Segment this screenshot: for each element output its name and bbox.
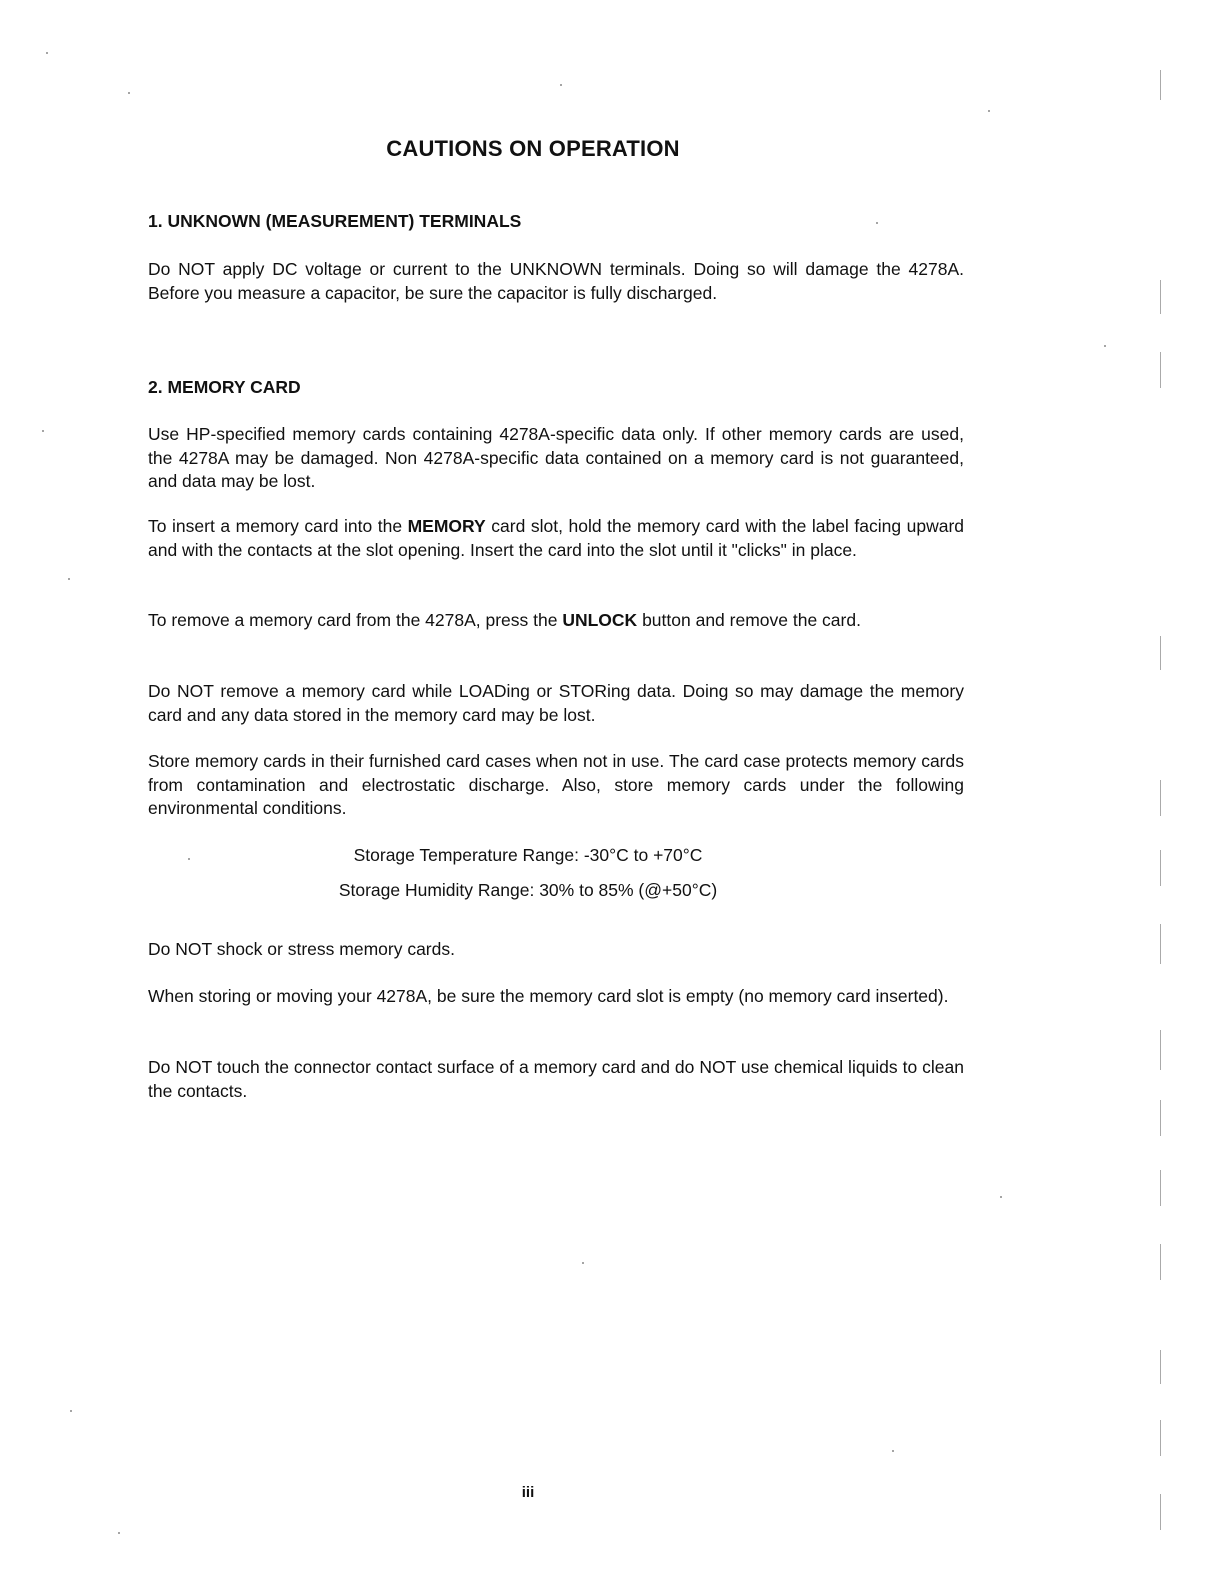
scan-edge-mark [1160, 1420, 1161, 1456]
insert-text-after: card slot, hold the memory card with the label facing upward and with the contacts at the slot opening. Insert the card into the slot until it "clicks" in place. [148, 516, 965, 560]
scan-edge-mark [1160, 924, 1161, 964]
scan-speck [118, 1532, 120, 1534]
scan-edge-mark [1160, 1030, 1161, 1070]
scan-speck [988, 110, 990, 112]
paragraph-storing-moving: When storing or moving your 4278A, be sure the memory card slot is empty (no memory card inserted). [148, 986, 949, 1006]
scan-edge-mark [1160, 1244, 1161, 1280]
page-number: iii [521, 1484, 535, 1501]
scan-speck [42, 430, 44, 432]
scan-speck [892, 1450, 894, 1452]
scan-speck [128, 92, 130, 94]
paragraph-remove-card [148, 609, 964, 633]
paragraph-do-not-shock: Do NOT shock or stress memory cards. [148, 939, 455, 959]
scan-edge-mark [1160, 636, 1161, 670]
scan-edge-mark [1160, 850, 1161, 886]
remove-text-after: button and remove the card. [637, 610, 861, 630]
paragraph-hp-specified-cards: Use HP-specified memory cards containing 4278A-specific data only. If other memory cards are used, the 4278A may be damaged. Non 4278A-specific data contained on a memory card is not guaranteed, and data may be lost. [148, 424, 964, 491]
storage-temperature-range: Storage Temperature Range: -30°C to +70°C [353, 845, 703, 865]
remove-text-before: To remove a memory card from the 4278A, press the [148, 610, 563, 630]
scan-speck [560, 84, 562, 86]
section-heading-memory-card: 2. MEMORY CARD [148, 377, 301, 397]
scan-edge-mark [1160, 780, 1161, 816]
scan-edge-mark [1160, 280, 1161, 314]
scan-edge-mark [1160, 1494, 1161, 1530]
paragraph-do-not-remove: Do NOT remove a memory card while LOADing or STORing data. Doing so may damage the memory card and any data stored in the memory card may be lost. [148, 681, 964, 725]
scan-edge-mark [1160, 1350, 1161, 1384]
scan-speck [70, 1410, 72, 1412]
scan-speck [46, 52, 48, 54]
scan-edge-mark [1160, 1170, 1161, 1206]
page-title: CAUTIONS ON OPERATION [386, 136, 680, 161]
paragraph-do-not-touch: Do NOT touch the connector contact surface of a memory card and do NOT use chemical liquids to clean the contacts. [148, 1057, 964, 1101]
scan-speck [188, 858, 190, 860]
scan-speck [876, 222, 878, 224]
scan-speck [68, 578, 70, 580]
scan-edge-mark [1160, 352, 1161, 388]
paragraph-store-cards: Store memory cards in their furnished card cases when not in use. The card case protects memory cards from contamination and electrostatic discharge. Also, store memory cards under the following environmental conditions. [148, 751, 964, 818]
scan-speck [582, 1262, 584, 1264]
scan-edge-mark [1160, 1100, 1161, 1136]
insert-text-before: To insert a memory card into the [148, 516, 408, 536]
scan-edge-mark [1160, 70, 1161, 100]
paragraph-unknown-terminals: Do NOT apply DC voltage or current to the UNKNOWN terminals. Doing so will damage the 4278A. Before you measure a capacitor, be sure the capacitor is fully discharged. [148, 259, 964, 303]
unlock-button-label: UNLOCK [562, 610, 638, 630]
section-heading-unknown-terminals: 1. UNKNOWN (MEASUREMENT) TERMINALS [148, 211, 522, 231]
paragraph-insert-card [148, 515, 964, 562]
scan-speck [1104, 345, 1106, 347]
memory-slot-label: MEMORY [407, 516, 486, 536]
storage-humidity-range: Storage Humidity Range: 30% to 85% (@+50°C) [338, 880, 718, 900]
scan-speck [1000, 1196, 1002, 1198]
